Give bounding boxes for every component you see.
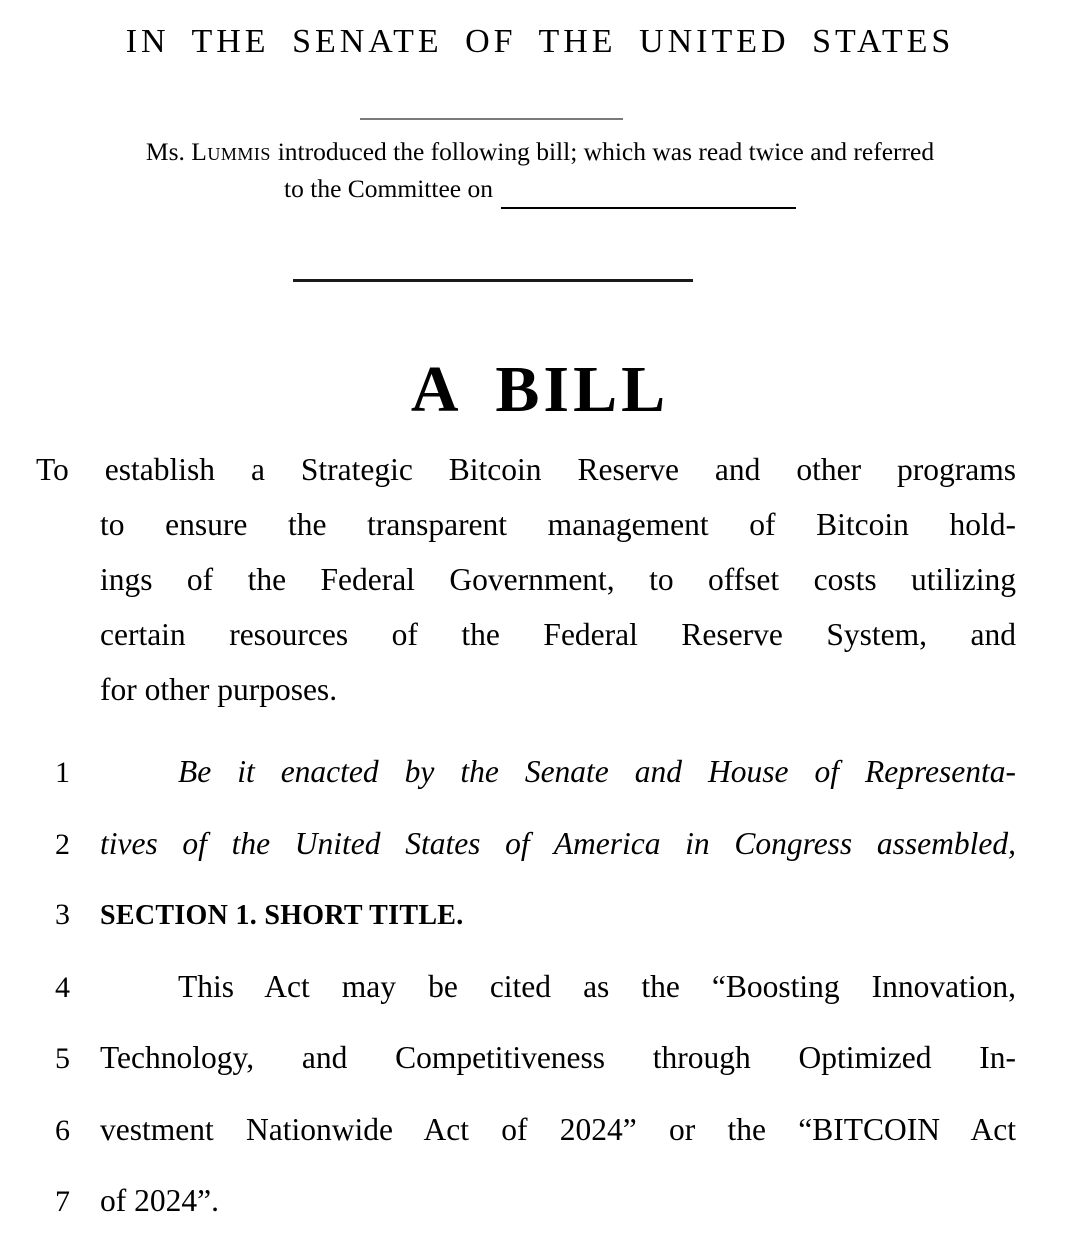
bill-text-line: tives of the United States of America in Congress assembled, — [100, 825, 1016, 861]
bill-line — [0, 736, 1080, 808]
preamble-line: for other purposes. — [100, 672, 338, 707]
line-number: 7 — [55, 1185, 70, 1218]
committee-blank-line — [501, 170, 796, 209]
sponsor-name: Lummis — [191, 137, 278, 166]
bill-title: A BILL — [410, 353, 670, 426]
bill-line — [0, 1165, 1080, 1237]
preamble-line: to ensure the transparent management of Bitcoin hold- — [100, 507, 1016, 542]
divider-rule-thin — [360, 118, 623, 120]
line-number: 3 — [55, 898, 70, 931]
bill-text-line: vestment Nationwide Act of 2024” or the “BITCOIN Act — [100, 1111, 1016, 1147]
bill-line — [0, 951, 1080, 1023]
divider-rule-thick — [293, 279, 693, 282]
line-number: 4 — [55, 970, 70, 1004]
bill-line — [0, 1094, 1080, 1166]
preamble — [0, 442, 1080, 717]
bill-text-line: Be it enacted by the Senate and House of Representa- — [178, 754, 1016, 789]
bill-body — [0, 736, 1080, 1237]
committee-label: to the Committee on — [284, 174, 493, 203]
sponsor-prefix: Ms. — [145, 137, 192, 166]
line-number: 1 — [55, 756, 70, 789]
bill-text-line: Technology, and Competitiveness through Optimized In- — [100, 1040, 1016, 1075]
bill-text-line: This Act may be cited as the “Boosting Innovation, — [178, 968, 1016, 1004]
preamble-line: certain resources of the Federal Reserve System, and — [100, 617, 1016, 652]
line-number: 6 — [55, 1113, 70, 1147]
preamble-line: To establish a Strategic Bitcoin Reserve and other programs — [36, 452, 1016, 487]
sponsor-line-2 — [0, 170, 1080, 209]
sponsor-rest: introduced the following bill; which was read twice and referred — [277, 137, 935, 166]
preamble-line: ings of the Federal Government, to offset costs utilizing — [100, 562, 1016, 597]
line-number: 2 — [55, 827, 70, 861]
section-heading-line: SECTION 1. SHORT TITLE. — [100, 900, 464, 931]
bill-line — [0, 879, 1080, 951]
sponsor-line-1 — [0, 133, 1080, 170]
bill-text-line: of 2024”. — [100, 1183, 219, 1218]
bill-line — [0, 1022, 1080, 1094]
bill-line — [0, 808, 1080, 880]
chamber-heading: IN THE SENATE OF THE UNITED STATES — [125, 23, 955, 60]
line-number: 5 — [55, 1042, 70, 1075]
sponsor-paragraph — [0, 133, 1080, 209]
